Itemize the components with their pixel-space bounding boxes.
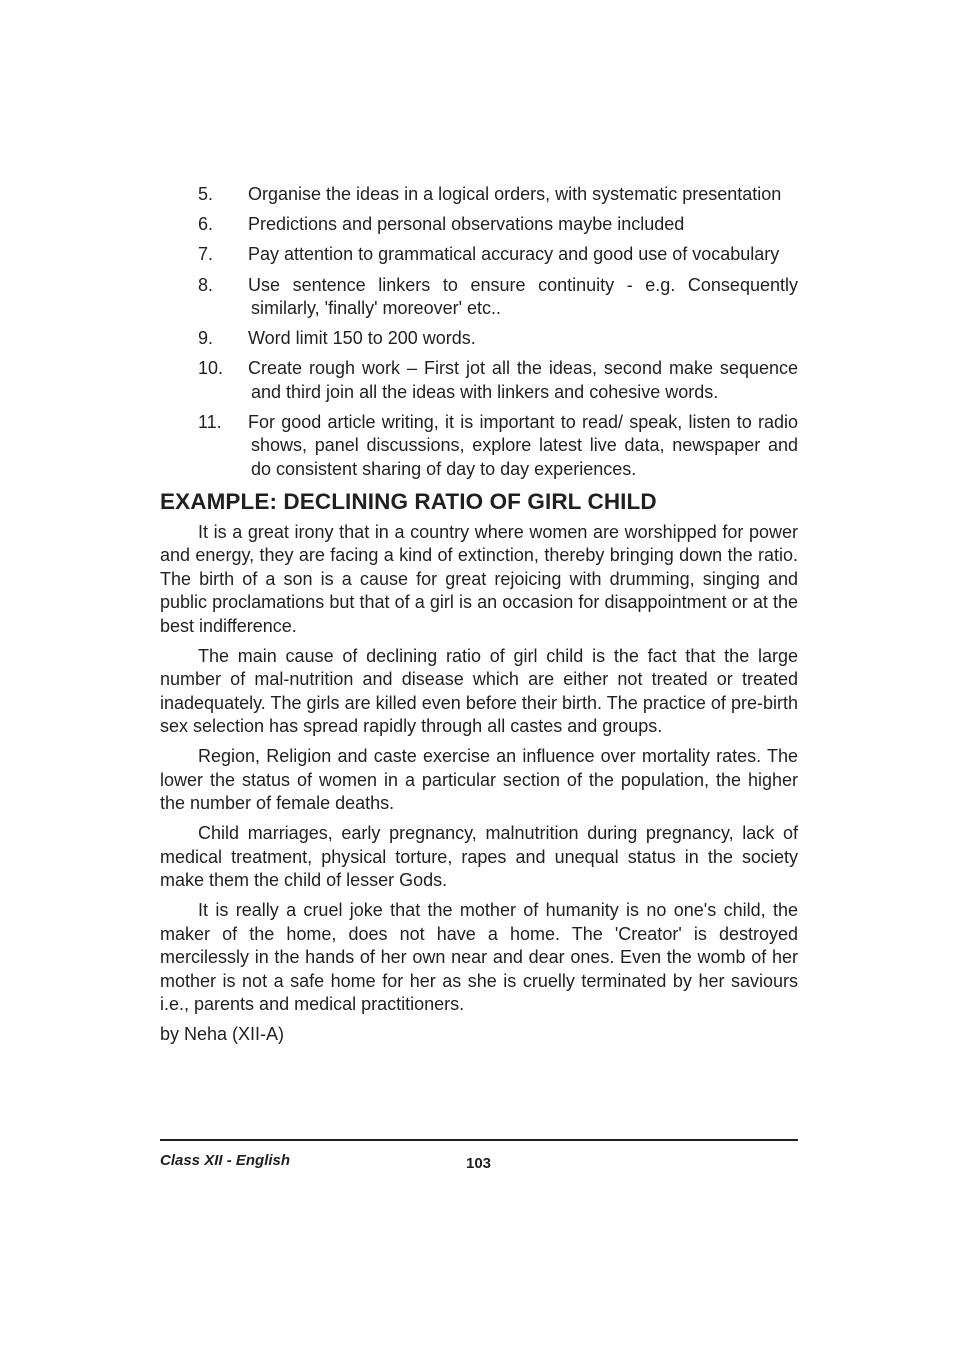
- list-item-number: 6.: [198, 214, 214, 235]
- list-item: [160, 357, 798, 404]
- footer-class-label: Class XII - English: [160, 1152, 291, 1169]
- example-paragraph: The main cause of declining ratio of girl child is the fact that the large number of mal-nutrition and disease which are either not treated or treated inadequately. The girls are killed even before their birth. The practice of pre-birth sex selection has spread rapidly through all castes and groups.: [160, 645, 798, 737]
- example-paragraph: It is a great irony that in a country where women are worshipped for power and energy, they are facing a kind of extinction, thereby bringing down the ratio. The birth of a son is a cause for great rejoicing with drumming, singing and public proclamations but that of a girl is an occasion for disappointment or at the best indifference.: [160, 522, 798, 636]
- list-item-number: 5.: [198, 184, 214, 204]
- example-paragraph: Region, Religion and caste exercise an influence over mortality rates. The lower the status of women in a particular section of the population, the higher the number of female deaths.: [160, 746, 798, 814]
- list-item-number: 10.: [198, 358, 224, 379]
- list-item: [160, 327, 798, 350]
- footer-divider: [160, 1139, 798, 1141]
- list-item: [160, 213, 798, 236]
- example-heading: EXAMPLE: DECLINING RATIO OF GIRL CHILD: [160, 489, 657, 515]
- list-item-text: Organise the ideas in a logical orders, with systematic presentation: [248, 184, 782, 204]
- author-byline: by Neha (XII-A): [160, 1024, 285, 1045]
- list-item-number: 8.: [198, 274, 214, 295]
- list-item-text: Create rough work – First jot all the ideas, second make sequence and third join all the ideas with linkers and cohesive words.: [248, 358, 798, 402]
- list-item-number: 7.: [198, 244, 214, 265]
- list-item-text: Use sentence linkers to ensure continuity - e.g. Consequently similarly, 'finally' moreover' etc..: [248, 274, 798, 319]
- list-item-text: Pay attention to grammatical accuracy and good use of vocabulary: [248, 244, 780, 265]
- list-item-number: 9.: [198, 328, 214, 349]
- list-item-text: Word limit 150 to 200 words.: [248, 328, 476, 349]
- list-item: [160, 183, 798, 206]
- example-paragraph: It is really a cruel joke that the mother of humanity is no one's child, the maker of the home, does not have a home. The 'Creator' is destroyed mercilessly in the hands of her own near and dear ones. Even the womb of her mother is not a safe home for her as she is cruelly terminated by her saviours i.e., parents and medical practitioners.: [160, 900, 798, 1014]
- list-item: [160, 274, 798, 321]
- list-item-text: Predictions and personal observations maybe included: [248, 214, 685, 235]
- example-paragraph: Child marriages, early pregnancy, malnutrition during pregnancy, lack of medical treatment, physical torture, rapes and unequal status in the society make them the child of lesser Gods.: [160, 823, 798, 891]
- page-number: 103: [466, 1155, 492, 1172]
- list-item-text: For good article writing, it is important to read/ speak, listen to radio shows, panel discussions, explore latest live data, newspaper and do consistent sharing of day to day experiences.: [248, 412, 798, 479]
- writing-tips-list: [160, 183, 798, 481]
- page-body: [160, 183, 798, 1047]
- list-item: [160, 243, 798, 266]
- list-item-number: 11.: [198, 412, 222, 433]
- list-item: [160, 411, 798, 481]
